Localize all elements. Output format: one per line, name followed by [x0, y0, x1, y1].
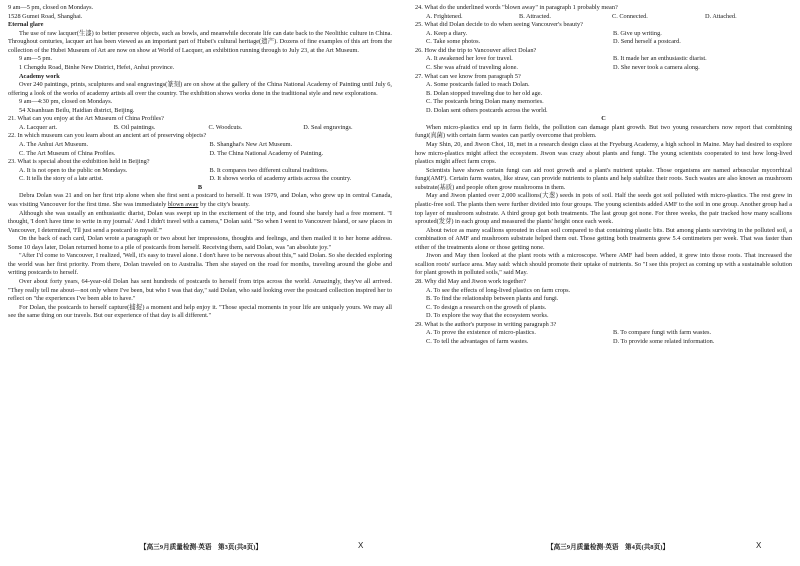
passage-b-paragraph-5: Over about forty years, 64-year-old Dolan has sent hundreds of postcards to herself from trips across the world. Amazingly, they've all arrived. "They really tell me about—not only where I've been, but who I was that day," said Dolan, who said looking over the postcard collection inspired her to reflect on "the experiences I've been able to have." — [8, 278, 392, 303]
passage-b-paragraph-3: On the back of each card, Dolan wrote a paragraph or two about her impressions, thoughts and feelings, and then mailed it to her home address. Some 10 days later, Dolan returned home to a pile of postcards from herself. Receiving them, said Dolan, was "an absolute joy." — [8, 235, 392, 251]
museum-hours-3: 9 am—4:30 pm, closed on Mondays. — [19, 98, 113, 106]
question-27-options — [415, 81, 792, 115]
option: A. The Anhui Art Museum. — [19, 141, 89, 148]
option: A. Keep a diary. — [426, 29, 468, 37]
option: C. To design a research on the growth of plants. — [426, 303, 547, 311]
option: B. Give up writing. — [613, 29, 662, 37]
option: B. It made her an enthusiastic diarist. — [613, 55, 707, 63]
option: D. It shows works of academy artists across the country. — [209, 175, 352, 183]
option: A. To prove the existence of micro-plastics. — [426, 329, 536, 337]
museum-address-2: 1 Chengdu Road, Binhe New District, Hefei, Anhui province. — [19, 63, 175, 71]
museum-address-1: 1528 Gumei Road, Shanghai. — [8, 12, 83, 20]
option: D. To provide some related information. — [613, 337, 715, 345]
option: D. She never took a camera along. — [613, 63, 700, 71]
option: C. The postcards bring Dolan many memories. — [426, 98, 544, 106]
passage-c-paragraph-4: May and Jiwon planted over 2,000 scallions(大葱) seeds in pots of soil. Half the seeds got soil polluted with micro-plastics. The rest grew in plastic-free soil. The plants then were further divided into four groups. The young scientists added AMF to the soil in one group. Another group had a top layer of mushroom substrate. A third group got both treatments. The last group got none. For three weeks, the pair tracked how many scallions sprouted(发芽) in each group and measured the plants' height once each week. — [415, 192, 792, 226]
academy-paragraph: Over 240 paintings, prints, sculptures and seal engravings(篆刻) are on show at the gallery of the China National Academy of Painting until July 6, offering a look of the works of academy artists all over the country. The exhibition shows works done in the traditional style and new explorations. — [8, 81, 392, 97]
option: C. It tells the story of a late artist. — [19, 175, 104, 183]
option: A. To see the effects of long-lived plastics on farm crops. — [426, 286, 571, 294]
question-26-options — [415, 55, 792, 72]
question-28-options — [415, 287, 792, 321]
question-25: 25. What did Dolan decide to do when seeing Vancouver's beauty? — [415, 21, 583, 29]
museum-address-3: 54 Xisanhuan Beilu, Haidian district, Beijing. — [19, 106, 135, 114]
page-footer-right: 【高三9月质量检测·英语 第4页(共8页)】 — [547, 544, 669, 551]
heading-academy-work: Academy work — [19, 72, 60, 80]
option: A. Frightened. — [426, 12, 463, 20]
passage-b-paragraph-1: Debra Dolan was 21 and on her first trip alone when she first sent a postcard to herself. It was 1979, and Dolan, who grew up in central Canada, was visiting Vancouver for the first time. She was immediately blown away by the city's beauty. — [8, 192, 392, 208]
option: A. Lacquer art. — [19, 123, 58, 131]
section-b-label: B — [197, 183, 203, 191]
question-23-options — [8, 167, 392, 184]
option: D. Seal engravings. — [303, 123, 353, 131]
page-mark-right: X — [756, 541, 762, 550]
passage-b-paragraph-4: "After I'd come to Vancouver, I realized, 'Well, it's easy to travel alone. I don't have to be nervous about this,'" said Dolan. So she decided exploring the world was her first priority. From there, Dolan traveled on to Australia. Then she stayed on the road for months, traveling around the globe and writing postcards to herself. — [8, 252, 392, 277]
right-page — [415, 4, 792, 532]
option: C. Take some photos. — [426, 38, 481, 46]
question-27: 27. What can we know from paragraph 5? — [415, 72, 521, 80]
lacquer-paragraph: The use of raw lacquer(生漆) to better preserve objects, such as bowls, and meanwhile decorate life can date back to the Neolithic culture in China. Throughout centuries, lacquer art has been viewed as an important part of Hubei's cultural heritage(遗产). Dozens of fine examples of this art from the collection of the Hubei Museum of Art are now on show at World of Lacquer, an exhibition running through to July 23, at the Art Museum. — [8, 29, 392, 54]
option: B. It compares two different cultural traditions. — [209, 166, 329, 174]
option: B. Attracted. — [519, 12, 552, 20]
passage-c-paragraph-6: Jiwon and May then looked at the plant roots with a microscope. Where AMF had been added, it grew into those roots. That increased the scallion roots' surface area. May said: which should promote their uptake of nutrients. So "I see this project as coming up with a sustainable solution for plant growth in polluted soils," said May. — [415, 252, 792, 277]
option: B. Shanghai's New Art Museum. — [209, 141, 293, 148]
question-23: 23. What is special about the exhibition held in Beijing? — [8, 158, 150, 166]
option: B. Oil paintings. — [113, 123, 156, 131]
page-mark-left: X — [358, 541, 364, 550]
museum-hours-1: 9 am—5 pm, closed on Mondays. — [8, 4, 94, 11]
option: D. To explore the way that the ecosystem works. — [426, 312, 549, 320]
passage-c-paragraph-1: When micro-plastics end up in farm fields, the pollution can damage plant growth. But two young researchers now report that combining fungi(真菌) with certain farm wastes can partly overcome that problem. — [415, 123, 792, 140]
underlined-phrase: blown away — [167, 200, 199, 208]
question-22: 22. In which museum can you learn about an ancient art of preserving objects? — [8, 132, 207, 140]
option: A. It awakened her love for travel. — [426, 55, 513, 63]
question-24: 24. What do the underlined words "blown away" in paragraph 1 probably mean? — [415, 4, 618, 11]
left-page — [8, 4, 392, 532]
question-26: 26. How did the trip to Vancouver affect Dolan? — [415, 46, 537, 54]
option: B. To compare fungi with farm wastes. — [613, 329, 712, 337]
option: C. Connected. — [612, 12, 648, 20]
museum-hours-2: 9 am—5 pm. — [19, 55, 53, 63]
page-footer-left: 【高三9月质量检测·英语 第3页(共8页)】 — [140, 544, 262, 551]
option: D. Send herself a postcard. — [613, 38, 681, 46]
option: C. She was afraid of traveling alone. — [426, 63, 518, 71]
passage-b-paragraph-6: For Dolan, the postcards to herself capture(捕捉) a moment and help enjoy it. "Those special moments in your life are uniquely yours. We may all see the same thing on our travels. But our experience of that day is all different." — [8, 303, 392, 320]
question-28: 28. Why did May and Jiwon work together? — [415, 278, 527, 285]
option: C. To tell the advantages of farm wastes. — [426, 337, 529, 345]
option: D. The China National Academy of Painting. — [209, 149, 324, 157]
option: D. Dolan sent others postcards across the world. — [426, 106, 548, 114]
question-25-options — [415, 30, 792, 47]
passage-c-paragraph-3: Scientists have shown certain fungi can aid root growth and a plant's nutrient uptake. Those organisms are named arbuscular mycorrhizal fungi(AMF). Certain farm wastes, like straw, can provide nutrients to plants and help stabilize their roots. Such wastes are also known as mushroom substrate(基质) and people often grow mushrooms in them. — [415, 166, 792, 191]
option: B. To find the relationship between plants and fungi. — [426, 295, 559, 303]
question-21: 21. What can you enjoy at the Art Museum of China Profiles? — [8, 115, 164, 123]
option: C. The Art Museum of China Profiles. — [19, 149, 116, 157]
question-29: 29. What is the author's purpose in writing paragraph 3? — [415, 320, 557, 328]
question-29-options — [415, 329, 792, 346]
option: D. Attached. — [705, 12, 737, 20]
question-24-options — [415, 13, 792, 22]
heading-eternal-glare: Eternal glare — [8, 21, 44, 29]
question-22-options — [8, 141, 392, 158]
option: A. It is not open to the public on Mondays. — [19, 166, 128, 174]
passage-c-paragraph-2: May Shin, 20, and Jiwon Choi, 18, met in a research design class at the Fryeburg Academy, a high school in Maine. May had desired to explore how micro-plastics might affect the ecosystem. Jiwon was crazy about plants and fungi. The young scientists cooperated to test how long-lived plastics might affect farm crops. — [415, 141, 792, 166]
option: C. Woodcuts. — [208, 123, 243, 131]
passage-b-paragraph-2: Although she was usually an enthusiastic diarist, Dolan was swept up in the excitement of the trip, and found she barely had a free moment. "I thought, 'I don't have time to write in my journal.' And I didn't travel with a camera," Dolan said. "So when I went to Vancouver Island, or saw places in Vancouver, I determined, 'I'll just send a postcard to myself.'" — [8, 209, 392, 234]
option: B. Dolan stopped traveling due to her old age. — [426, 89, 543, 97]
passage-c-paragraph-5: About twice as many scallions sprouted in clean soil compared to that containing plastic bits. But among plants surviving in the polluted soil, a combination of AMF and mushroom substrate helped them out. Those getting both treatments grew 5.4 centimeters per week. That was faster than either of the treatments alone or those getting none. — [415, 226, 792, 251]
option: A. Some postcards failed to reach Dolan. — [426, 81, 530, 89]
section-c-label: C — [601, 115, 606, 123]
question-21-options — [8, 124, 392, 133]
